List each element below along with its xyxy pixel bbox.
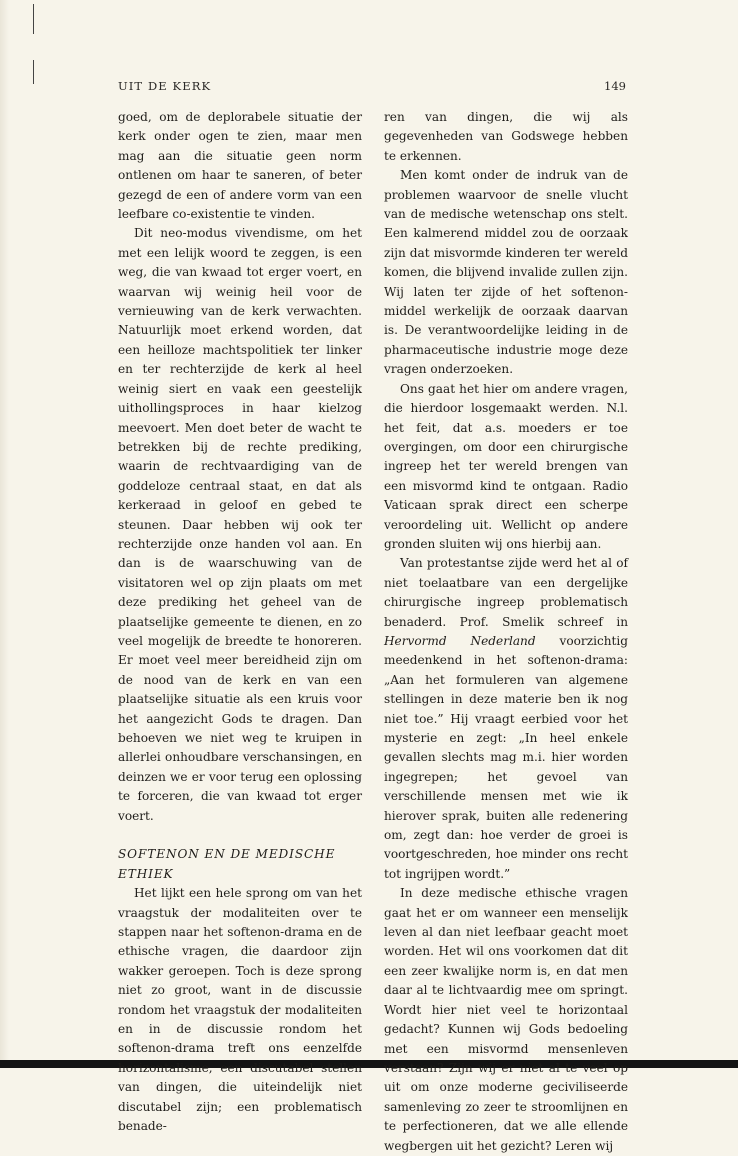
scan-mark [33,4,34,34]
paragraph: Dit neo-modus vivendisme, om het met een lelijk woord te zeggen, is een weg, die van kwaad tot erger voert, en waarvan wij weinig heil voor de vernieuwing van de kerk verwachten. Natuurlijk moet erkend worden, dat een heilloze machtspolitiek ter linker en ter rechterzijde de kerk al heel weinig siert en vaak een geestelijk uithollingsproces in haar kielzog meevoert. Men doet beter de wacht te betrekken bij de rechte prediking, waarin de rechtvaardiging van de goddeloze centraal staat, en dat als kerkeraad in geloof en gebed te steunen. Daar hebben wij ook ter rechterzijde onze handen vol aan. En dan is de waarschuwing van de visitatoren wel op zijn plaats om met deze prediking het geheel van de plaatselijke gemeente te dienen, en zo veel mogelijk de breedte te honoreren. Er moet veel meer bereidheid zijn om de nood van de kerk en van een plaatselijke situatie als een kruis voor het aangezicht Gods te dragen. Dan behoeven we niet weg te kruipen in allerlei onhoudbare verschansingen, en deinzen we er voor terug een oplossing te forceren, die van kwaad tot erger voert. [118,226,362,823]
scan-mark [33,60,34,84]
paragraph: In deze medische ethische vragen gaat het er om wanneer een menselijk leven al dan niet leefbaar geacht moet worden. Het wil ons voorkomen dat dit een zeer kwalijke norm is, en dat men daar al te lichtvaardig mee om springt. Wordt hier niet veel te horizontaal gedacht? Kunnen wij Gods bedoeling met een misvormd mensenleven verstaan? Zijn wij er niet al te veel op uit om onze moderne geciviliseerde samenleving zo zeer te stroomlijnen en te perfectioneren, dat we alle ellende wegbergen uit het gezicht? Leren wij [384,886,628,1153]
scan-edge [0,0,9,1068]
running-header: UIT DE KERK [118,79,212,93]
paragraph: goed, om de deplorabele situatie der kerk onder ogen te zien, maar men mag aan die situatie geen norm ontlenen om haar te saneren, of beter gezegd de een of andere vorm van een leefbare co-existentie te vinden. [118,110,362,222]
paragraph: ren van dingen, die wij als gegevenheden van Godswege hebben te erkennen. [384,110,628,163]
left-column [118,108,362,1137]
right-column [384,108,628,1156]
section-heading-line: ETHIEK [118,866,174,881]
paragraph: Het lijkt een hele sprong om van het vraagstuk der modaliteiten over te stappen naar het softenon-drama en de ethische vragen, die daardoor zijn wakker geroepen. Toch is deze sprong niet zo groot, want in de discussie rondom het vraagstuk der modaliteiten en in de discussie rondom het softenon-drama treft ons eenzelfde horizontalisme, een discutabel stellen van dingen, die uiteindelijk niet discutabel zijn; een problematisch benade- [118,886,362,1134]
periodical-title: Hervormd Nederland [384,633,536,648]
paragraph [384,554,628,884]
paragraph: Men komt onder de indruk van de problemen waarvoor de snelle vlucht van de medische wetenschap ons stelt. Een kalmerend middel zou de oorzaak zijn dat misvormde kinderen ter wereld komen, die blijvend invalide zullen zijn. Wij laten ter zijde of het softenon-middel werkelijk de oorzaak daarvan is. De verantwoordelijke leiding in de pharmaceutische industrie moge deze vragen onderzoeken. [384,168,628,377]
page-number: 149 [604,79,626,93]
paragraph-text: Van protestantse zijde werd het al of niet toelaatbare van een dergelijke chirurgische ingreep problematisch benaderd. Prof. Smelik schreef in [384,556,628,629]
paragraph: Ons gaat het hier om andere vragen, die hierdoor losgemaakt werden. N.l. het feit, dat a.s. moeders er toe overgingen, om door een chirurgische ingreep het ter wereld brengen van een misvormd kind te ontgaan. Radio Vaticaan sprak direct een scherpe veroordeling uit. Wellicht op andere gronden sluiten wij ons hierbij aan. [384,381,628,551]
paragraph-text: voorzichtig meedenkend in het softenon-drama: „Aan het formuleren van algemene stellingen in deze materie ben ik nog niet toe.” Hij vraagt eerbied voor het mysterie en zegt: „In heel enkele gevallen slechts mag m.i. hier worden ingegrepen; het gevoel van verschillende mensen met wie ik hierover sprak, buiten alle redenering om, zegt dan: hoe verder de groei is voortgeschreden, hoe minder ons recht tot ingrijpen wordt.” [384,633,628,881]
section-heading-line: SOFTENON EN DE MEDISCHE [118,847,336,862]
section-heading [118,845,362,884]
